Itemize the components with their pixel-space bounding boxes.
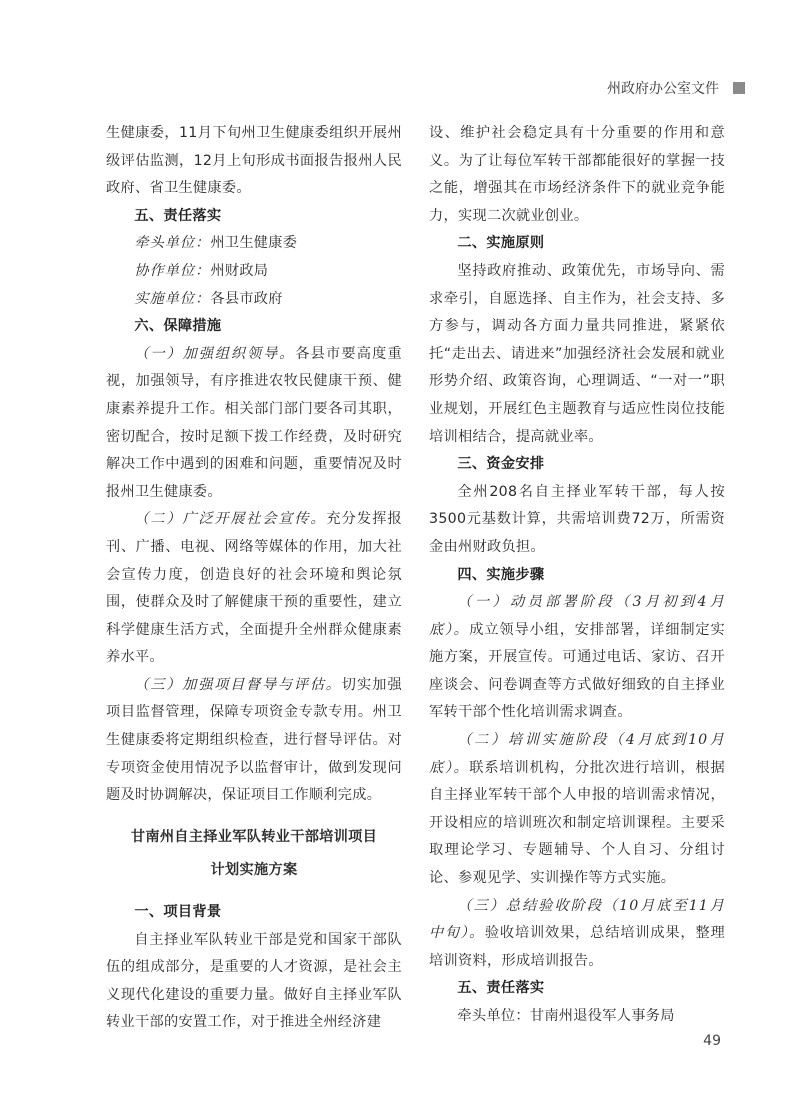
measure-title: （二）广泛开展社会宣传。 xyxy=(134,511,327,528)
measure-paragraph xyxy=(106,506,402,672)
page-header xyxy=(607,78,745,98)
paragraph: 生健康委，11月下旬州卫生健康委组织开展州级评估监测，12月上旬形成书面报告报州人民政府、省卫生健康委。 xyxy=(106,125,402,197)
step-paragraph xyxy=(429,589,725,727)
left-column xyxy=(106,120,402,1037)
impl-unit-value: 各县市政府 xyxy=(210,290,283,307)
section-heading: 四、实施步骤 xyxy=(457,566,545,583)
section-heading: 三、资金安排 xyxy=(457,456,545,473)
lead-unit-value: 州卫生健康委 xyxy=(210,235,298,252)
document-title-line2: 计划实施方案 xyxy=(210,862,298,879)
responsibility-line xyxy=(106,230,402,258)
step-title: （二）培训实施阶段（4月底到10月底）。 xyxy=(429,732,725,776)
responsibility-line: 牵头单位：甘南州退役军人事务局 xyxy=(457,1008,675,1024)
measure-text: 各县市要高度重视，加强领导，有序推进农牧民健康干预、健康素养提升工作。相关部门部门要各司其职，密切配合，按时足额下拨工作经费，及时研究解决工作中遇到的困难和问题，重要情况及时报州卫生健康委。 xyxy=(106,345,402,500)
step-title: （三）总结验收阶段（10月底至11月中旬）。 xyxy=(429,897,725,942)
responsibility-line xyxy=(106,286,402,314)
measure-paragraph xyxy=(106,341,402,507)
measure-title: （一）加强组织领导。 xyxy=(134,345,296,362)
lead-unit-label: 牵头单位： xyxy=(134,235,211,252)
document-title-line1: 甘南州自主择业军队转业干部培训项目 xyxy=(130,828,378,845)
section-heading: 二、实施原则 xyxy=(457,235,545,252)
responsibility-line xyxy=(106,258,402,286)
paragraph: 坚持政府推动、政策优先，市场导向、需求牵引，自愿选择、自主作为，社会支持、多方参与，调动各方面力量共同推进，紧紧依托“走出去、请进来”加强经济社会发展和就业形势介绍、政策咨询，心理调适、“一对一”职业规划，开展红色主题教育与适应性岗位技能培训相结合，提高就业率。 xyxy=(429,262,725,445)
step-paragraph xyxy=(429,727,725,893)
step-text: 成立领导小组，安排部署，详细制定实施方案，开展宣传。可通过电话、家访、召开座谈会、问卷调查等方式做好细致的自主择业军转干部个性化培训需求调查。 xyxy=(429,621,725,721)
measure-title: （三）加强项目督导与评估。 xyxy=(134,676,342,693)
paragraph: 设、维护社会稳定具有十分重要的作用和意义。为了让每位军转干部都能很好的掌握一技之能，增强其在市场经济条件下的就业竞争能力，实现二次就业创业。 xyxy=(429,125,725,224)
measure-text: 切实加强项目监督管理，保障专项资金专款专用。州卫生健康委将定期组织检查，进行督导评估。对专项资金使用情况予以监督审计，做到发现问题及时协调解决，保证项目工作顺利完成。 xyxy=(106,676,402,804)
section-title: 州政府办公室文件 xyxy=(607,81,719,97)
paragraph: 自主择业军队转业干部是党和国家干部队伍的组成部分，是重要的人才资源，是社会主义现代化建设的重要力量。做好自主择业军队转业干部的安置工作，对于推进全州经济建 xyxy=(106,931,402,1031)
impl-unit-label: 实施单位： xyxy=(134,290,211,307)
right-column xyxy=(429,120,725,1031)
step-title: （一）动员部署阶段（3月初到4月底）。 xyxy=(429,594,725,638)
section-heading: 一、项目背景 xyxy=(134,904,222,921)
step-paragraph xyxy=(429,893,725,976)
assist-unit-value: 州财政局 xyxy=(210,262,269,279)
page-number: 49 xyxy=(703,1033,721,1049)
measure-text: 充分发挥报刊、广播、电视、网络等媒体的作用，加大社会宣传力度，创造良好的社会环境和舆论氛围，使群众及时了解健康干预的重要性，建立科学健康生活方式，全面提升全州群众健康素养水平。 xyxy=(106,511,402,666)
step-text: 验收培训效果，总结培训成果，整理培训资料，形成培训报告。 xyxy=(429,925,725,969)
paragraph: 全州208名自主择业军转干部，每人按3500元基数计算，共需培训费72万，所需资金由州财政负担。 xyxy=(429,483,725,555)
section-heading: 五、责任落实 xyxy=(457,980,545,997)
header-square-marker xyxy=(733,82,745,94)
assist-unit-label: 协作单位： xyxy=(134,262,211,279)
section-heading: 六、保障措施 xyxy=(134,318,222,335)
measure-paragraph xyxy=(106,672,402,810)
section-heading: 五、责任落实 xyxy=(134,207,222,224)
step-text: 联系培训机构，分批次进行培训，根据自主择业军转干部个人申报的培训需求情况，开设相应的培训班次和制定培训课程。主要采取理论学习、专题辅导、个人自习、分组讨论、参观见学、实训操作等方式实施。 xyxy=(429,759,725,887)
